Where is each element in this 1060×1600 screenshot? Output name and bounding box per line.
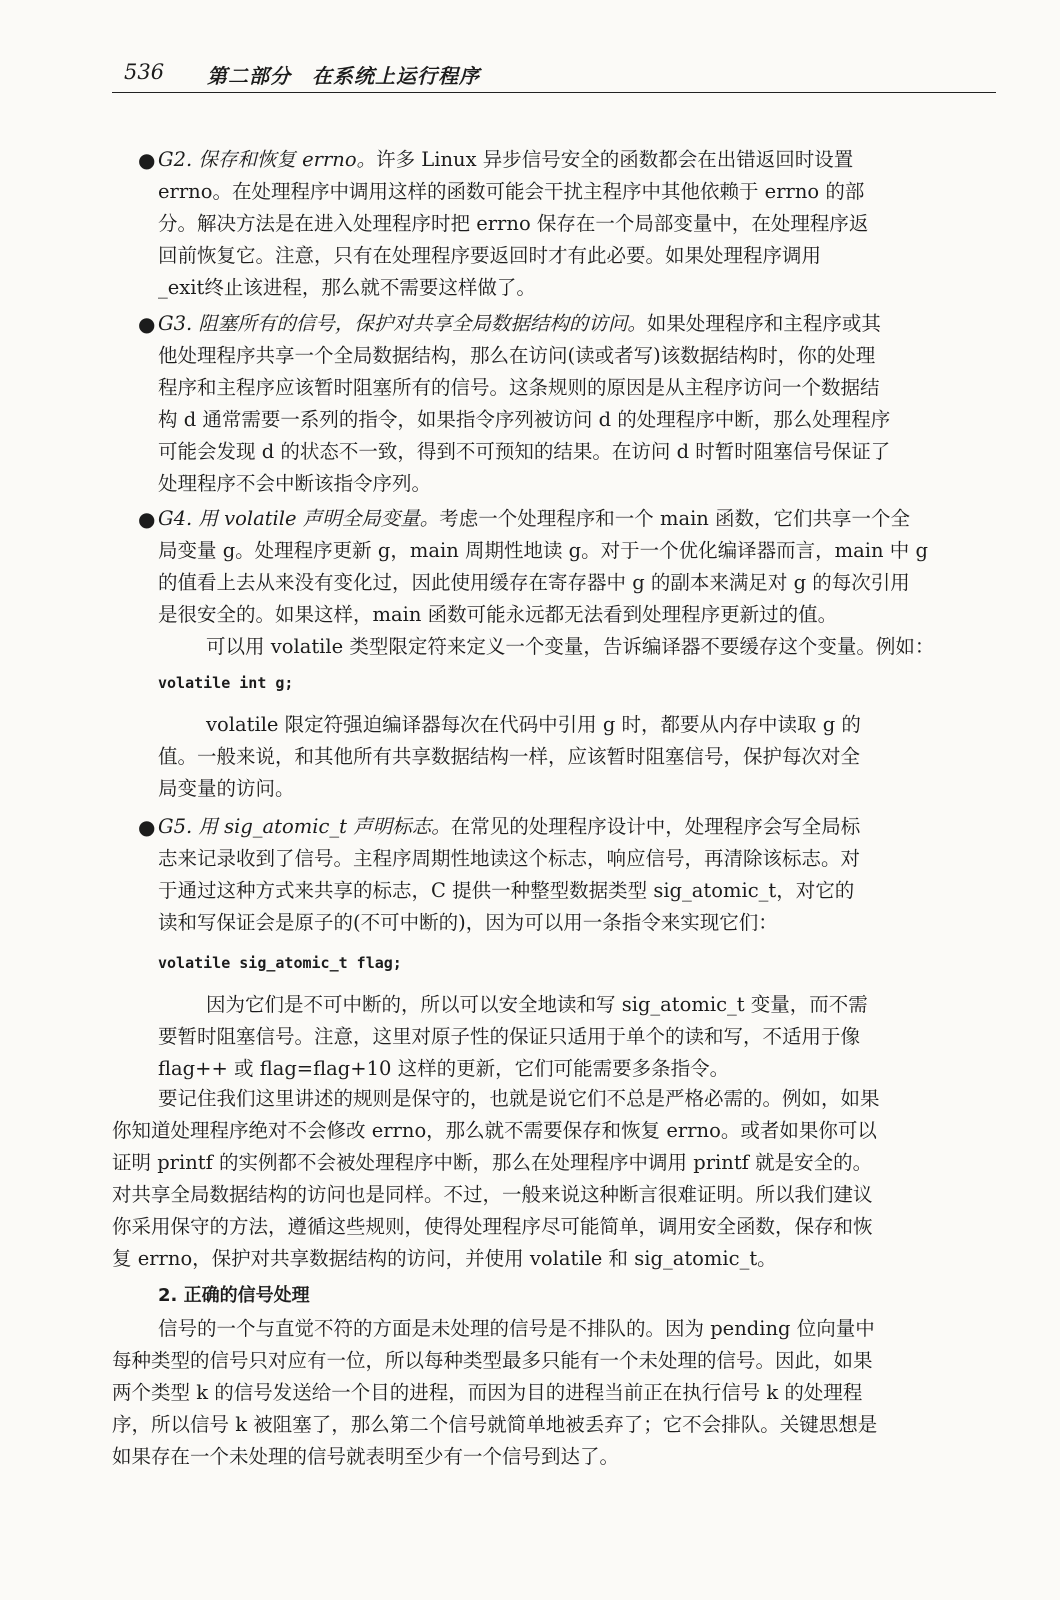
g2-line-5: _exit终止该进程，那么就不需要这样做了。 xyxy=(158,276,536,299)
g5-line-2: 志来记录收到了信号。主程序周期性地读这个标志，响应信号，再清除该标志。对 xyxy=(158,847,861,870)
section2-line-4: 序，所以信号 k 被阻塞了，那么第二个信号就简单地被丢弃了；它不会排队。关键思想是 xyxy=(112,1413,878,1436)
summary-paragraph xyxy=(112,1083,996,1275)
summary-line-1: 要记住我们这里讲述的规则是保守的，也就是说它们不总是严格必需的。例如，如果 xyxy=(158,1087,880,1110)
g2-line-1: G2. 保存和恢复 errno。许多 Linux 异步信号安全的函数都会在出错返回时设置 xyxy=(158,148,854,171)
g2-line-3: 分。解决方法是在进入处理程序时把 errno 保存在一个局部变量中，在处理程序返 xyxy=(158,212,869,235)
section2-line-5: 如果存在一个未处理的信号就表明至少有一个信号到达了。 xyxy=(112,1445,620,1468)
running-title: 第二部分 在系统上运行程序 xyxy=(207,64,480,88)
g5-line-4: 读和写保证会是原子的(不可中断的)，因为可以用一条指令来实现它们： xyxy=(158,911,778,934)
g4-line-4: 是很安全的。如果这样，main 函数可能永远都无法看到处理程序更新过的值。 xyxy=(158,603,838,626)
guideline-g4 xyxy=(138,503,996,805)
summary-line-3: 证明 printf 的实例都不会被处理程序中断，那么在处理程序中调用 printf 就是安全的。 xyxy=(112,1151,873,1174)
page-header xyxy=(112,58,996,93)
summary-line-5: 你采用保守的方法，遵循这些规则，使得处理程序尽可能简单，调用安全函数，保存和恢 xyxy=(112,1215,873,1238)
g4-para3-line-2: 值。一般来说，和其他所有共享数据结构一样，应该暂时阻塞信号，保护每次对全 xyxy=(158,745,861,768)
g5-line-1: G5. 用 sig_atomic_t 声明标志。在常见的处理程序设计中，处理程序会写全局标 xyxy=(158,815,861,838)
code-volatile-int: volatile int g; xyxy=(158,674,294,692)
section-heading: 2. 正确的信号处理 xyxy=(158,1285,310,1306)
g3-line-2: 他处理程序共享一个全局数据结构，那么在访问(读或者写)该数据结构时，你的处理 xyxy=(158,344,876,367)
g3-line-3: 程序和主程序应该暂时阻塞所有的信号。这条规则的原因是从主程序访问一个数据结 xyxy=(158,376,880,399)
g5-line-3: 于通过这种方式来共享的标志，C 提供一种整型数据类型 sig_atomic_t，对它的 xyxy=(158,879,855,902)
bullet-icon: ● xyxy=(138,312,156,336)
summary-line-6: 复 errno，保护对共享数据结构的访问，并使用 volatile 和 sig_atomic_t。 xyxy=(112,1247,777,1270)
g4-para2: 可以用 volatile 类型限定符来定义一个变量，告诉编译器不要缓存这个变量。例如： xyxy=(206,635,935,658)
section2-line-1: 信号的一个与直觉不符的方面是未处理的信号是不排队的。因为 pending 位向量中 xyxy=(158,1317,875,1340)
summary-line-4: 对共享全局数据结构的访问也是同样。不过，一般来说这种断言很难证明。所以我们建议 xyxy=(112,1183,873,1206)
g4-line-3: 的值看上去从来没有变化过，因此使用缓存在寄存器中 g 的副本来满足对 g 的每次引用 xyxy=(158,571,910,594)
bullet-icon: ● xyxy=(138,148,156,172)
g4-line-1: G4. 用 volatile 声明全局变量。考虑一个处理程序和一个 main 函数，它们共享一个全 xyxy=(158,507,911,530)
code-volatile-flag: volatile sig_atomic_t flag; xyxy=(158,954,402,972)
g5-para2-line-3: flag++ 或 flag=flag+10 这样的更新，它们可能需要多条指令。 xyxy=(158,1057,730,1080)
summary-line-2: 你知道处理程序绝对不会修改 errno，那么就不需要保存和恢复 errno。或者如果你可以 xyxy=(112,1119,877,1142)
g5-para2-line-1: 因为它们是不可中断的，所以可以安全地读和写 sig_atomic_t 变量，而不需 xyxy=(206,993,868,1016)
section2-line-2: 每种类型的信号只对应有一位，所以每种类型最多只能有一个未处理的信号。因此，如果 xyxy=(112,1349,873,1372)
g3-line-6: 处理程序不会中断该指令序列。 xyxy=(158,472,432,495)
g2-line-4: 回前恢复它。注意，只有在处理程序要返回时才有此必要。如果处理程序调用 xyxy=(158,244,822,267)
g4-para3-line-3: 局变量的访问。 xyxy=(158,777,295,800)
g3-line-4: 构 d 通常需要一系列的指令，如果指令序列被访问 d 的处理程序中断，那么处理程序 xyxy=(158,408,891,431)
g4-para3-line-1: volatile 限定符强迫编译器每次在代码中引用 g 时，都要从内存中读取 g 的 xyxy=(206,713,861,736)
guideline-g5 xyxy=(138,811,996,1085)
bullet-icon: ● xyxy=(138,507,156,531)
section2-paragraph xyxy=(112,1313,996,1473)
section2-line-3: 两个类型 k 的信号发送给一个目的进程，而因为目的进程当前正在执行信号 k 的处理程 xyxy=(112,1381,863,1404)
g3-line-5: 可能会发现 d 的状态不一致，得到不可预知的结果。在访问 d 时暂时阻塞信号保证了 xyxy=(158,440,891,463)
g5-para2-line-2: 要暂时阻塞信号。注意，这里对原子性的保证只适用于单个的读和写，不适用于像 xyxy=(158,1025,861,1048)
g2-line-2: errno。在处理程序中调用这样的函数可能会干扰主程序中其他依赖于 errno 的部 xyxy=(158,180,865,203)
guideline-g2 xyxy=(138,144,996,304)
page-number: 536 xyxy=(124,60,165,84)
guideline-g3 xyxy=(138,308,996,500)
g3-line-1: G3. 阻塞所有的信号，保护对共享全局数据结构的访问。如果处理程序和主程序或其 xyxy=(158,312,881,335)
g4-line-2: 局变量 g。处理程序更新 g，main 周期性地读 g。对于一个优化编译器而言，main 中 g xyxy=(158,539,928,562)
bullet-icon: ● xyxy=(138,815,156,839)
